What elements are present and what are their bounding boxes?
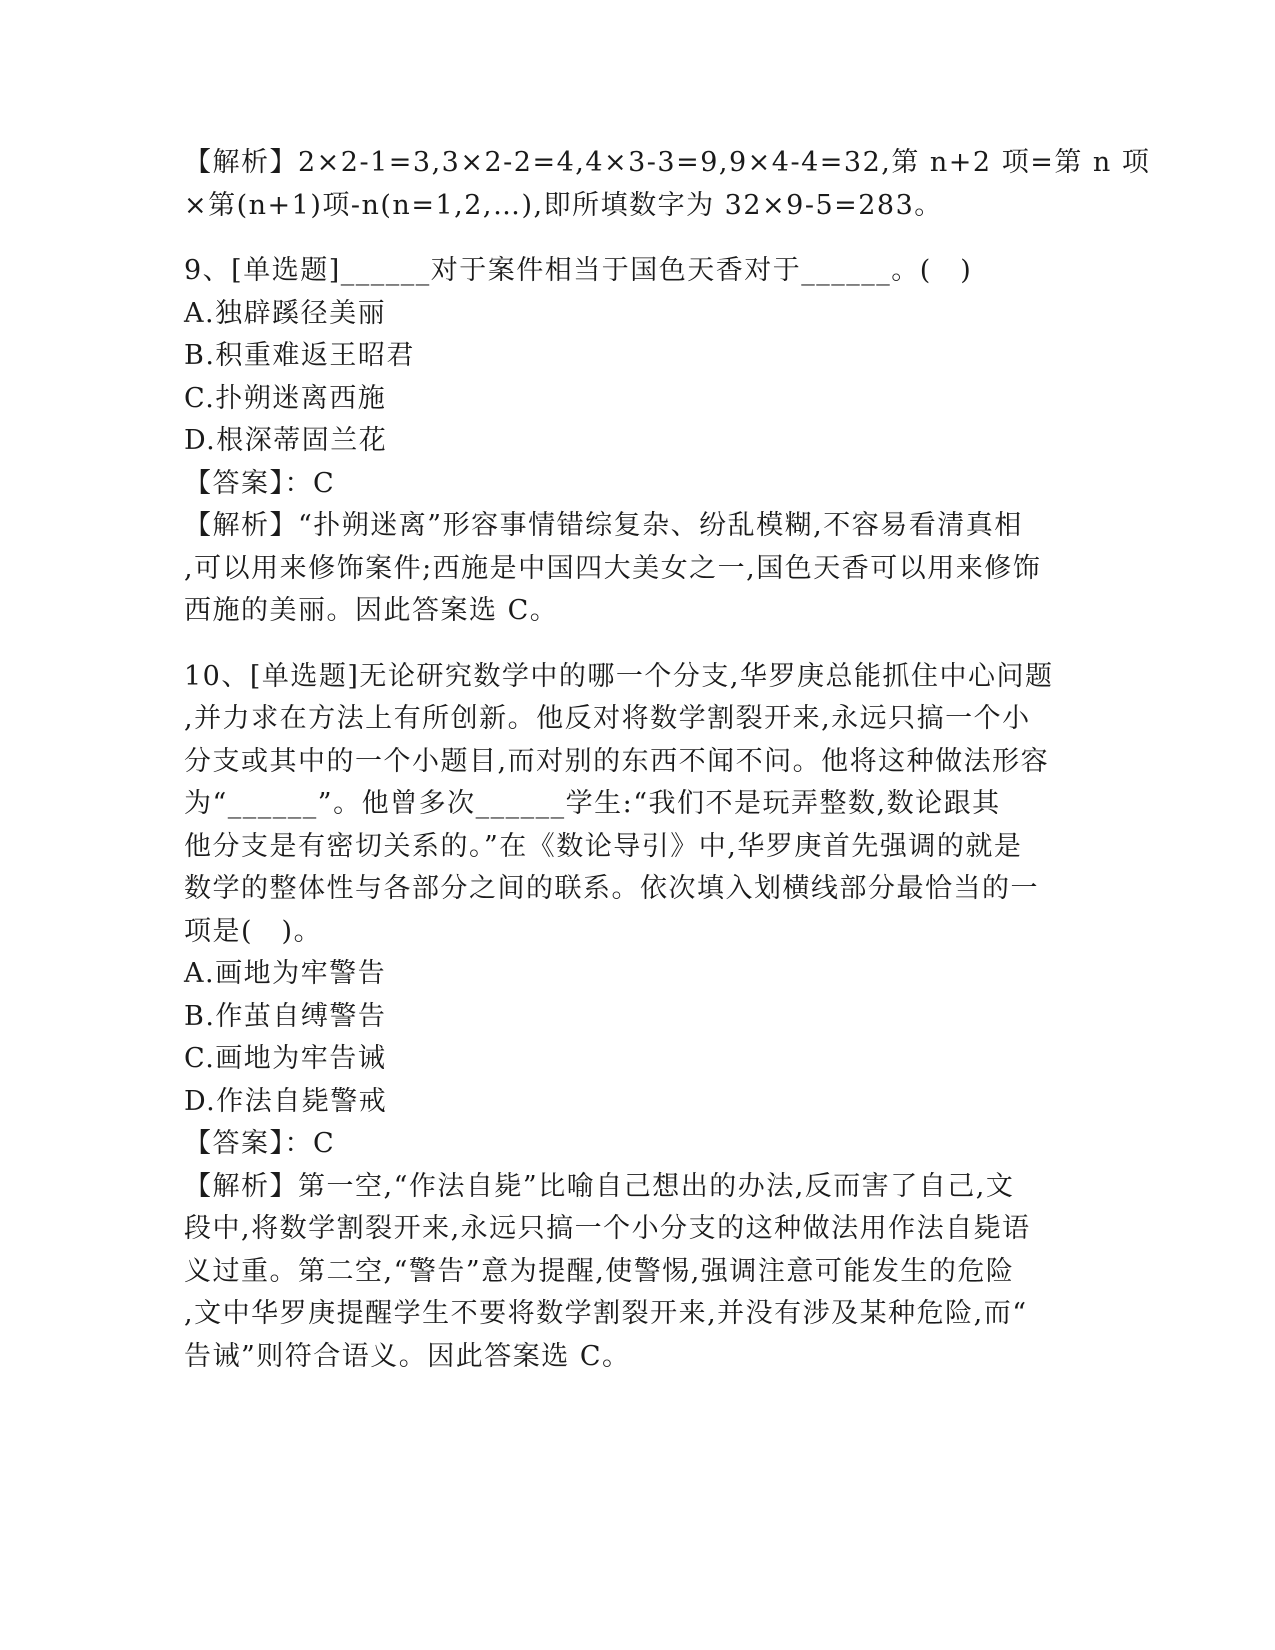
prev-explanation: [184, 142, 1151, 227]
option-a: A.独辟蹊径美丽: [184, 297, 387, 329]
question-stem: 9、[单选题]______对于案件相当于国色天香对于______。( ): [184, 255, 973, 286]
explanation-line: 告诫”则符合语义。因此答案选 C。: [184, 1340, 631, 1372]
explanation-line: 义过重。第二空,“警告”意为提醒,使警惕,强调注意可能发生的危险: [184, 1255, 1015, 1287]
explanation-line: 【解析】2×2-1=3,3×2-2=4,4×3-3=9,9×4-4=32,第 n+2 项=第 n 项: [184, 147, 1151, 178]
answer-line: 【答案】：C: [184, 467, 336, 499]
question-stem-line: 数学的整体性与各部分之间的联系。依次填入划横线部分最恰当的一: [184, 873, 1039, 904]
question-stem-line: ,并力求在方法上有所创新。他反对将数学割裂开来,永远只搞一个小: [184, 703, 1031, 734]
explanation-line: ×第(n+1)项-n(n=1,2,…),即所填数字为 32×9-5=283。: [184, 189, 943, 221]
question-stem-line: 他分支是有密切关系的。”在《数论导引》中,华罗庚首先强调的就是: [184, 830, 1023, 862]
question-10: [184, 656, 1084, 1379]
option-b: B.作茧自缚警告: [184, 1000, 387, 1032]
explanation-line: 西施的美丽。因此答案选 C。: [184, 595, 559, 626]
option-d: D.作法自毙警戒: [184, 1085, 388, 1117]
option-d: D.根深蒂固兰花: [184, 425, 388, 456]
explanation-line: 【解析】“扑朔迷离”形容事情错综复杂、纷乱模糊,不容易看清真相: [184, 510, 1023, 541]
explanation-line: 段中,将数学割裂开来,永远只搞一个小分支的这种做法用作法自毙语: [184, 1213, 1031, 1244]
spacer: [184, 633, 1084, 656]
option-c: C.画地为牢告诫: [184, 1043, 387, 1074]
document-page: [184, 142, 1151, 1378]
question-stem-line: 为“______”。他曾多次______学生:“我们不是玩弄整数,数论跟其: [184, 788, 1001, 819]
option-c: C.扑朔迷离西施: [184, 382, 387, 414]
option-a: A.画地为牢警告: [184, 958, 387, 989]
answer-line: 【答案】：C: [184, 1128, 336, 1159]
explanation-line: ,可以用来修饰案件;西施是中国四大美女之一,国色天香可以用来修饰: [184, 552, 1042, 584]
question-stem-line: 10、[单选题]无论研究数学中的哪一个分支,华罗庚总能抓住中心问题: [184, 660, 1054, 692]
explanation-line: 【解析】第一空,“作法自毙”比喻自己想出的办法,反而害了自己,文: [184, 1170, 1015, 1202]
question-stem-line: 项是( )。: [184, 915, 323, 947]
question-9: [184, 250, 1084, 633]
explanation-line: ,文中华罗庚提醒学生不要将数学割裂开来,并没有涉及某种危险,而“: [184, 1298, 1028, 1329]
spacer: [184, 227, 1084, 250]
option-b: B.积重难返王昭君: [184, 340, 415, 371]
question-stem-line: 分支或其中的一个小题目,而对别的东西不闻不问。他将这种做法形容: [184, 745, 1050, 777]
